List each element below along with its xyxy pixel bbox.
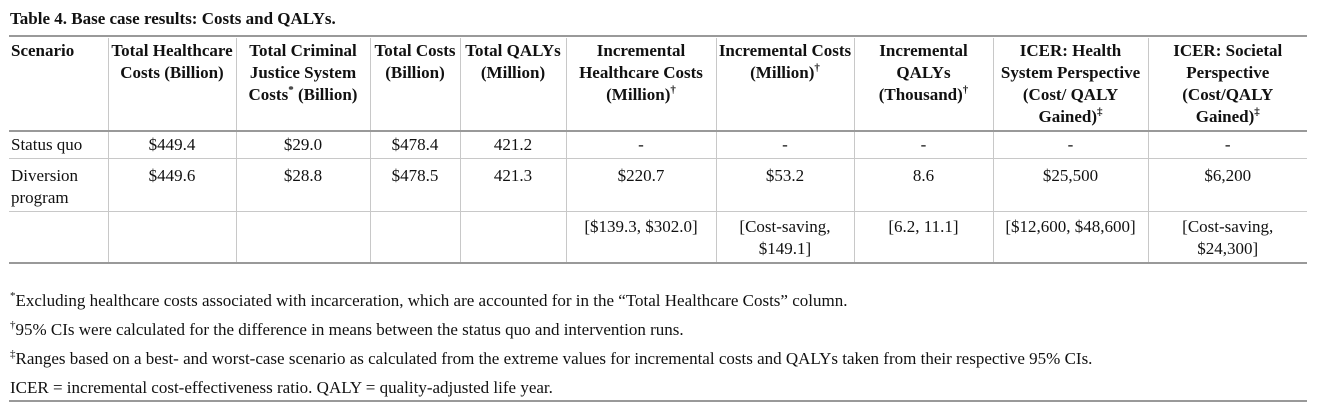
cell-total-criminal-justice-costs [236, 212, 370, 264]
cell-icer-societal: [Cost-saving, $24,300] [1148, 212, 1307, 264]
cell-total-qalys [460, 212, 566, 264]
cell-incremental-healthcare-costs: - [566, 131, 716, 159]
footnotes [10, 286, 1310, 402]
cell-scenario [9, 212, 108, 264]
top-rule [9, 35, 1307, 37]
header-incremental-healthcare-costs: Incremental Healthcare Costs (Million)† [566, 38, 716, 131]
footnote-asterisk: *Excluding healthcare costs associated with incarceration, which are accounted for in the “Total Healthcare Costs” column. [10, 290, 848, 310]
cell-icer-societal: - [1148, 131, 1307, 159]
cell-incremental-qalys: [6.2, 11.1] [854, 212, 993, 264]
results-table [9, 38, 1307, 264]
header-scenario: Scenario [9, 38, 108, 131]
cell-total-criminal-justice-costs: $29.0 [236, 131, 370, 159]
cell-incremental-healthcare-costs: [$139.3, $302.0] [566, 212, 716, 264]
table-row-confidence-intervals [9, 212, 1307, 264]
cell-icer-health-system: [$12,600, $48,600] [993, 212, 1148, 264]
table-row-status-quo [9, 131, 1307, 159]
cell-total-healthcare-costs: $449.4 [108, 131, 236, 159]
cell-total-healthcare-costs: $449.6 [108, 159, 236, 212]
cell-total-qalys: 421.3 [460, 159, 566, 212]
header-total-qalys: Total QALYs (Million) [460, 38, 566, 131]
footnote-abbreviations: ICER = incremental cost-effectiveness ratio. QALY = quality-adjusted life year. [10, 378, 553, 397]
cell-icer-health-system: $25,500 [993, 159, 1148, 212]
cell-incremental-costs: [Cost-saving, $149.1] [716, 212, 854, 264]
footnote-dagger: †95% CIs were calculated for the difference in means between the status quo and intervention runs. [10, 319, 684, 339]
cell-incremental-costs: $53.2 [716, 159, 854, 212]
header-icer-societal: ICER: Societal Perspective (Cost/QALY Gained)‡ [1148, 38, 1307, 131]
cell-total-costs: $478.4 [370, 131, 460, 159]
footnote-double-dagger: ‡Ranges based on a best- and worst-case scenario as calculated from the extreme values for incremental costs and QALYs taken from their respective 95% CIs. [10, 348, 1093, 368]
header-row [9, 38, 1307, 131]
cell-icer-societal: $6,200 [1148, 159, 1307, 212]
table-row-diversion-program [9, 159, 1307, 212]
cell-incremental-costs: - [716, 131, 854, 159]
cell-total-criminal-justice-costs: $28.8 [236, 159, 370, 212]
cell-incremental-healthcare-costs: $220.7 [566, 159, 716, 212]
cell-incremental-qalys: - [854, 131, 993, 159]
header-total-criminal-justice-costs: Total Criminal Justice System Costs* (Billion) [236, 38, 370, 131]
header-incremental-costs: Incremental Costs (Million)† [716, 38, 854, 131]
cell-scenario: Status quo [9, 131, 108, 159]
cell-total-qalys: 421.2 [460, 131, 566, 159]
header-total-costs: Total Costs (Billion) [370, 38, 460, 131]
cell-total-costs [370, 212, 460, 264]
header-incremental-qalys: Incremental QALYs (Thousand)† [854, 38, 993, 131]
table-caption: Table 4. Base case results: Costs and QALYs. [10, 9, 336, 28]
cell-incremental-qalys: 8.6 [854, 159, 993, 212]
cell-total-healthcare-costs [108, 212, 236, 264]
cell-icer-health-system: - [993, 131, 1148, 159]
header-icer-health-system: ICER: Health System Perspective (Cost/ QALY Gained)‡ [993, 38, 1148, 131]
header-total-healthcare-costs: Total Healthcare Costs (Billion) [108, 38, 236, 131]
cell-total-costs: $478.5 [370, 159, 460, 212]
cell-scenario: Diversion program [9, 159, 108, 212]
bottom-rule [9, 400, 1307, 402]
